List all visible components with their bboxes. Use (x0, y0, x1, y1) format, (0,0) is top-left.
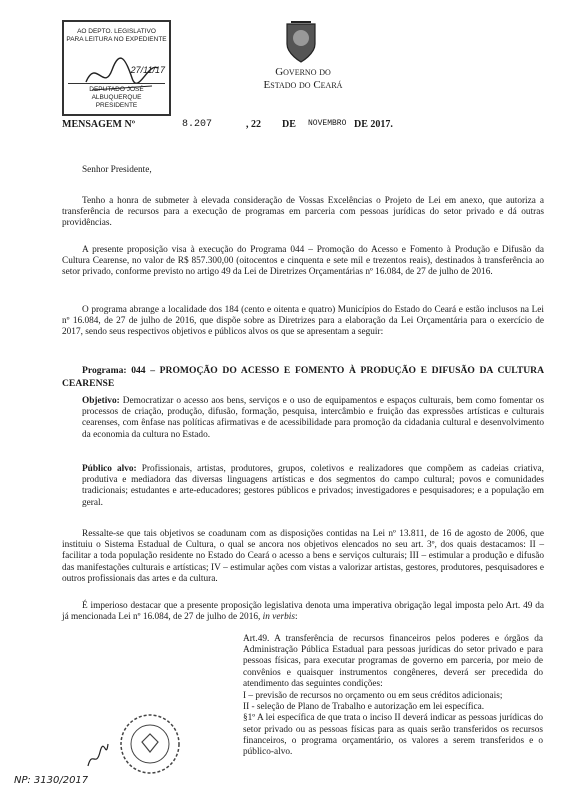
quote-paragraph-1: §1º A lei específica de que trata o inciso II deverá indicar as pessoas jurídicas do setor privado ou as pessoas físicas para as quais serão transferidos os recursos financeiros, o programa orçamentário, os valores a serem transferidos e o público-alvo. (243, 713, 543, 758)
process-number-note: NP: 3130/2017 (14, 775, 89, 786)
message-day: , 22 (246, 119, 261, 130)
paragraph-3: O programa abrange a localidade dos 184 (cento e oitenta e quatro) Municípios do Estado do Ceará e estão inclusos na Lei nº 16.084, de 27 de julho de 2016, que dispõe sobre as Diretrizes para a elaboração da Lei Orçamentária para o exercício de 2017, sendo seus respectivos objetivos e públicos alvos os que se apresentam a seguir: (62, 305, 544, 338)
paragraph-4: Ressalte-se que tais objetivos se coadunam com as disposições contidas na Lei nº 13.811, de 16 de agosto de 2006, que instituiu o Sistema Estadual de Cultura, o qual se ancora nos objetivos elencados no seu art. 3º, dos quais destacamos: II – facilitar a toda população residente no Estado do Ceará o acesso a bens e serviços culturais; III – estimular a produção e difusão das manifestações culturais e artísticas; IV – estimular ações com vistas a valorizar artistas, gestores, produtores, pesquisadores e outros profissionais das artes e da cultura. (62, 529, 544, 584)
paragraph-5-text: É imperioso destacar que a presente proposição legislativa denota uma imperativa obrigação legal imposta pelo Art. 49 da já mencionada Lei nº 16.084, de 27 de julho de 2016, (62, 601, 544, 623)
objetivo-text: Democratizar o acesso aos bens, serviços e o uso de equipamentos e espaços culturais, bem como fomentar os processos de criação, produção, difusão, formação, pesquisa, intercâmbio e fruição das expressões artísticas e culturais cearenses, com ênfase nas políticas afirmativas e de acessibilidade para promoção da cidadania cultural e desenvolvimento da economia da cultura no Estado. (82, 396, 544, 440)
message-number: 8.207 (182, 119, 213, 130)
paragraph-5: É imperioso destacar que a presente proposição legislativa denota uma imperativa obrigação legal imposta pelo Art. 49 da já mencionada Lei nº 16.084, de 27 de julho de 2016, in verbis: (62, 601, 544, 623)
message-de: DE (282, 119, 296, 130)
stamp-line-2: PARA LEITURA NO EXPEDIENTE (66, 36, 167, 43)
quote-article-49: Art.49. A transferência de recursos financeiros pelos poderes e órgãos da Administração Pública Estadual para pessoas jurídicas do setor privado e para pessoas físicas, para executar programas de governo em parceria, por meio de convênios e quaisquer instrumentos congêneres, deverá ser precedida do atendimento das seguintes condições: (243, 634, 543, 689)
quote-item-2: II - seleção de Plano de Trabalho e autorização em lei específica. (243, 702, 485, 713)
message-label: MENSAGEM Nº (62, 119, 136, 130)
initials-scribble-icon (84, 740, 110, 770)
article-quote (243, 634, 543, 758)
program-heading: Programa: 044 – PROMOÇÃO DO ACESSO E FOMENTO À PRODUÇÃO E DIFUSÃO DA CULTURA CEARENSE (62, 365, 544, 389)
government-header (258, 66, 348, 92)
quote-item-1: I – previsão de recursos no orçamento ou em seus créditos adicionais; (243, 691, 503, 702)
protocol-seal-icon (118, 712, 182, 776)
publico-text: Profissionais, artistas, produtores, grupos, coletivos e realizadores que compõem as cadeias criativa, produtiva e mediadora das diversas linguagens artísticas e dos segmentos do campo cultural; povos e comunidades tradicionais; estudantes e arte-educadores; gestores públicos e privados; investigadores e pesquisadores; e a população em geral. (82, 464, 544, 508)
stamp-line-1: AO DEPTO. LEGISLATIVO (77, 28, 156, 35)
paragraph-2: A presente proposição visa à execução do Programa 044 – Promoção do Acesso e Fomento à Produção e Difusão da Cultura Cearense, no valor de R$ 857.300,00 (oitocentos e cinquenta e sete mil e trezentos reais), destinados à transferência ao setor privado, conforme previsto no artigo 49 da Lei de Diretrizes Orçamentárias nº 16.084, de 27 de julho de 2016. (62, 245, 544, 278)
objetivo-block (82, 396, 544, 441)
publico-label: Público alvo: (82, 464, 137, 474)
state-crest-icon (283, 18, 319, 64)
message-month: NOVEMBRO (308, 119, 347, 128)
salutation: Senhor Presidente, (82, 165, 152, 175)
paragraph-5-italic: in verbis (262, 612, 295, 623)
stamp-role: PRESIDENTE (95, 102, 138, 109)
objetivo-label: Objetivo: (82, 396, 120, 406)
paragraph-1: Tenho a honra de submeter à elevada consideração de Vossas Excelências o Projeto de Lei em anexo, que autoriza a transferência de recursos para a execução de programas em parceria com pessoas jurídicas do setor privado e dá outras providências. (62, 196, 544, 229)
stamp-date: 27/11/17 (130, 65, 165, 75)
stamp-signer: DEPUTADO JOSÉ ALBUQUERQUE (89, 86, 144, 101)
publico-block (82, 464, 544, 509)
message-year: DE 2017. (354, 119, 393, 130)
gov-line-2: Estado do Ceará (263, 79, 343, 91)
gov-line-1: Governo do (275, 66, 331, 78)
protocol-stamp (62, 20, 171, 116)
